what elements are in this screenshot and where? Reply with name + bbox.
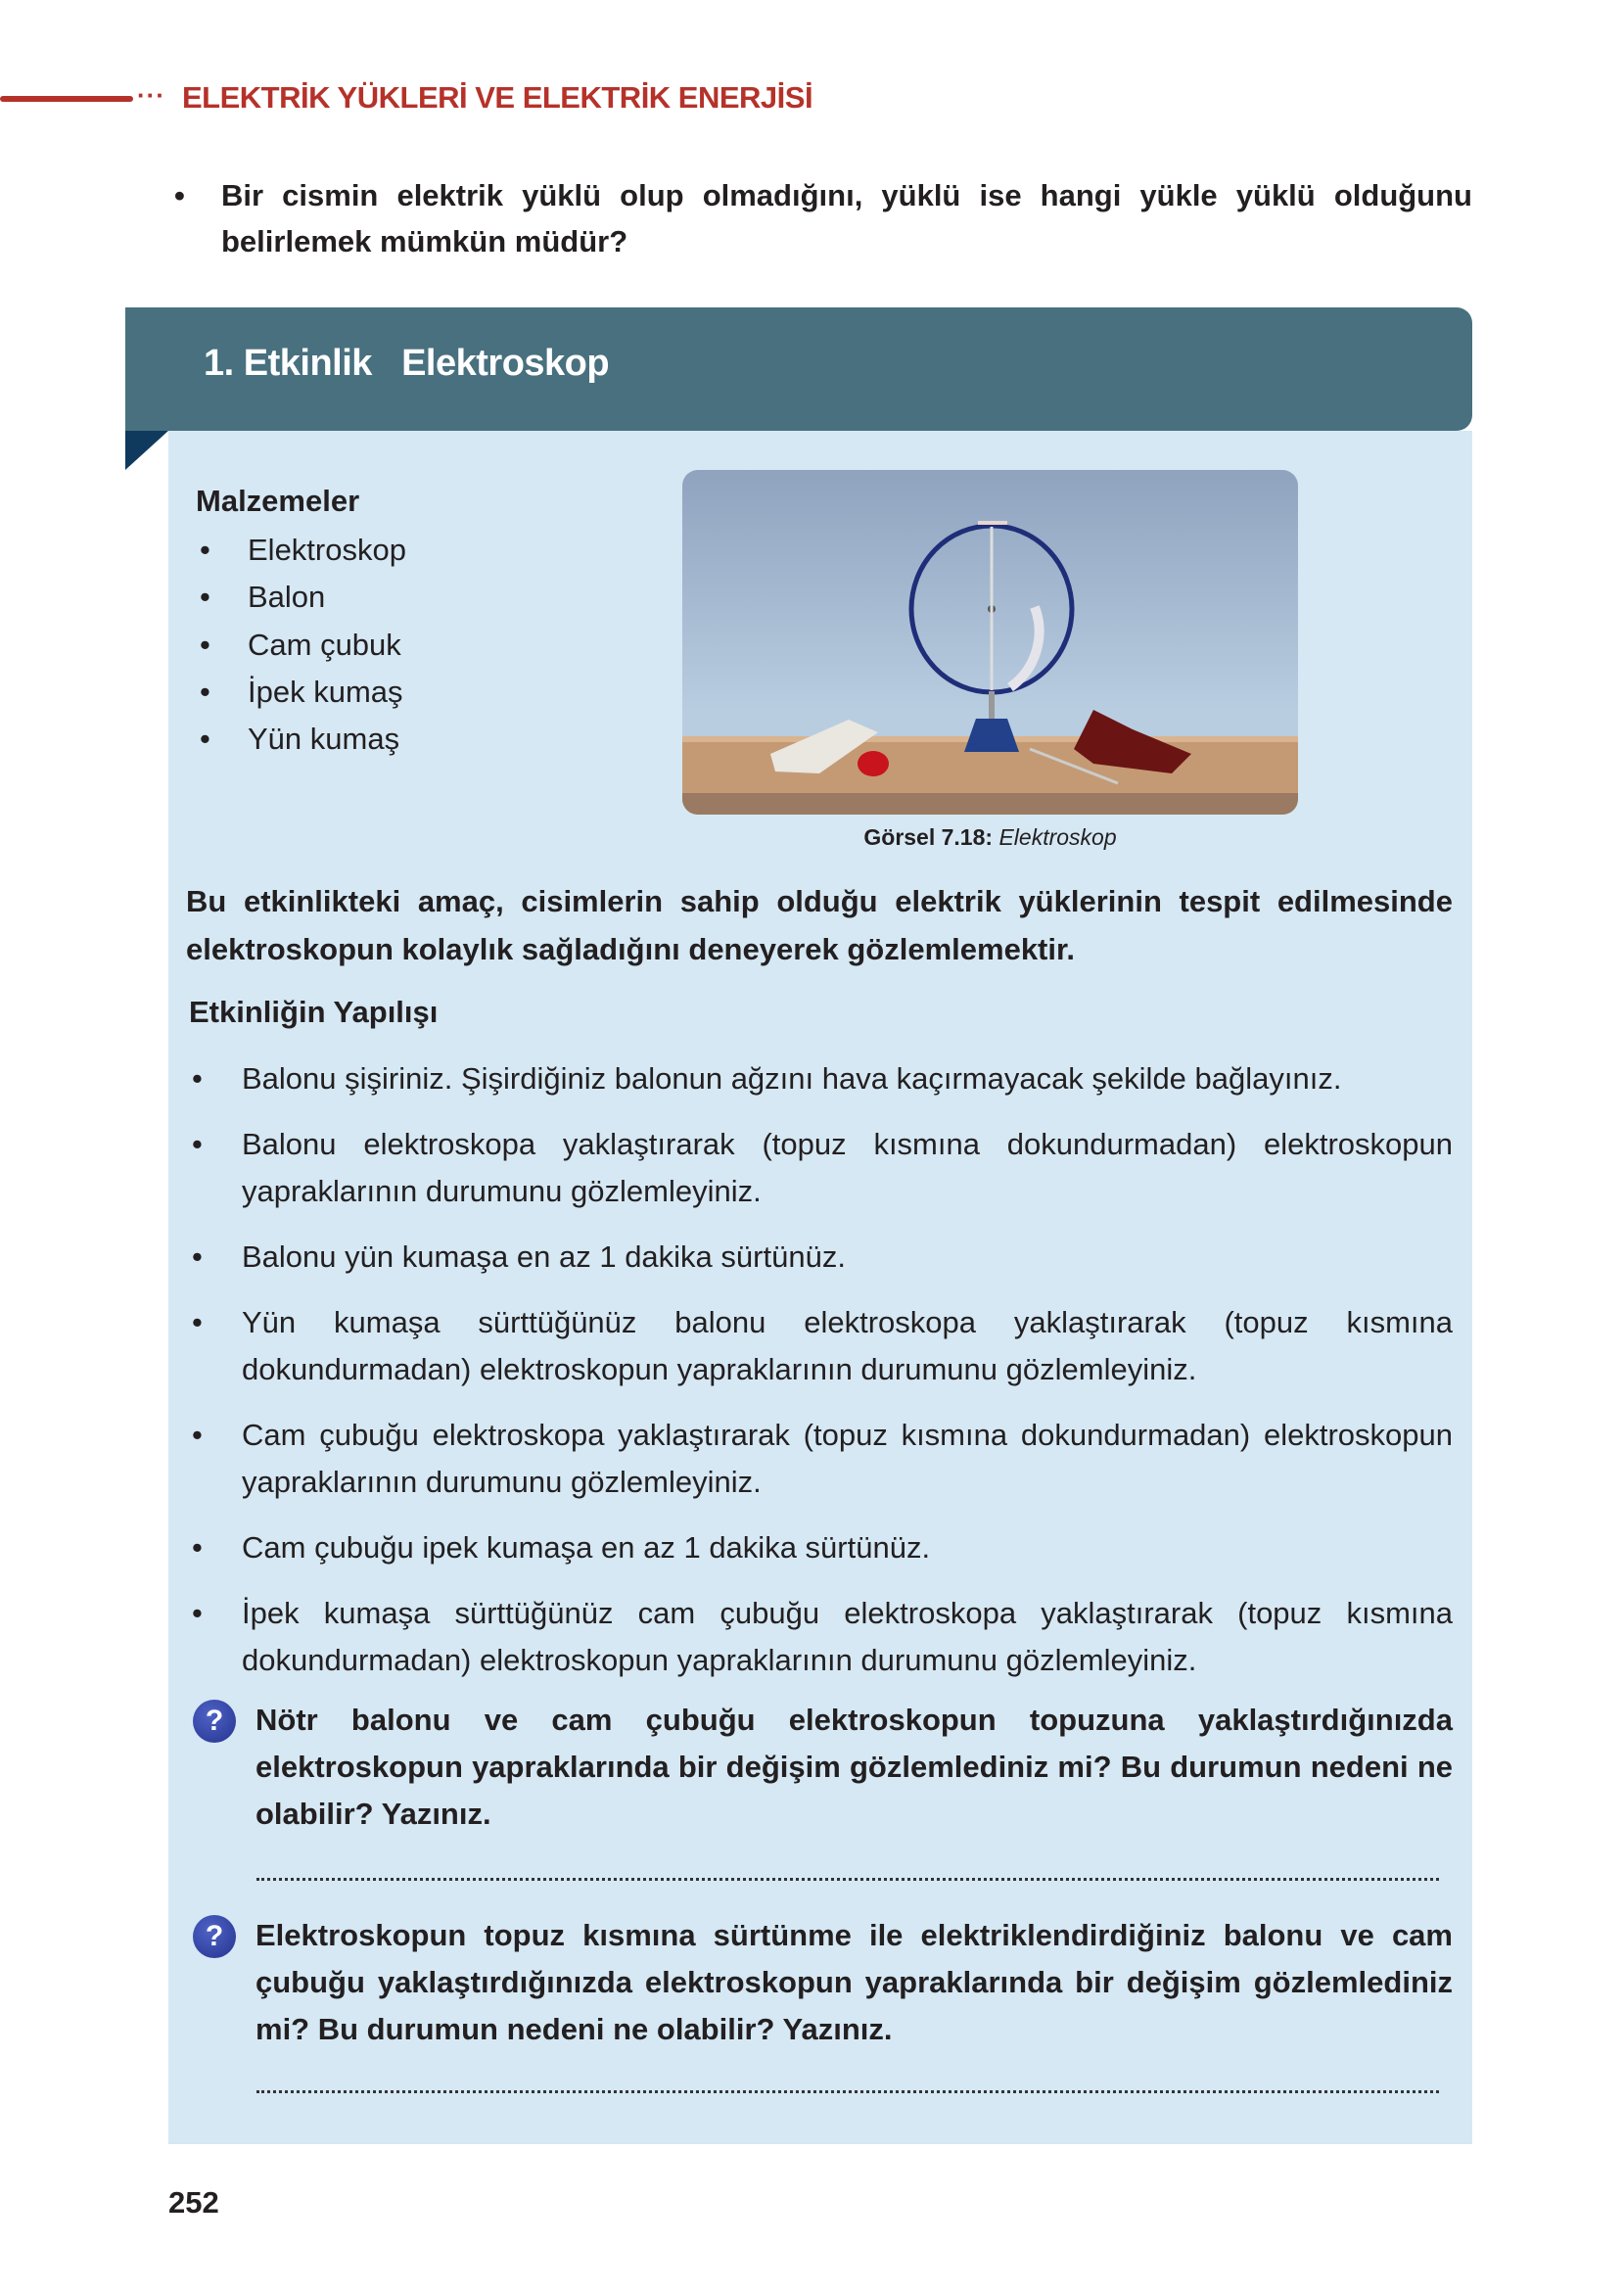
steps-list bbox=[192, 1055, 1453, 1703]
question-1 bbox=[193, 1697, 1453, 1838]
step-item: • Balonu şişiriniz. Şişirdiğiniz balonun ağzını hava kaçırmayacak şekilde bağlayınız. bbox=[192, 1061, 1342, 1096]
header-fold bbox=[125, 431, 168, 470]
electroscope-base bbox=[964, 719, 1019, 752]
answer-line-1[interactable] bbox=[256, 1878, 1439, 1881]
step-item: • İpek kumaşa sürttüğünüz cam çubuğu elektroskopa yaklaştırarak (topuz kısmına dokundurmadan) elektroskopun yapraklarının durumunu gözlemleyiniz. bbox=[192, 1596, 1453, 1677]
material-item: • Yün kumaş bbox=[200, 722, 400, 757]
question-text: Elektroskopun topuz kısmına sürtünme ile elektriklendirdiğiniz balonu ve cam çubuğu yaklaştırdığınızda elektroskopun yapraklarında bir değişim gözlemlediniz mi? Bu durumun nedeni ne olabilir? Yazınız. bbox=[255, 1918, 1453, 2046]
step-item: • Yün kumaşa sürttüğünüz balonu elektroskopa yaklaştırarak (topuz kısmına dokundurmadan) elektroskopun yapraklarının durumunu gözlemleyiniz. bbox=[192, 1305, 1453, 1386]
question-2 bbox=[193, 1912, 1453, 2053]
electroscope-photo bbox=[682, 470, 1298, 815]
header-rule bbox=[0, 96, 133, 102]
intro-question bbox=[174, 172, 1472, 264]
step-item: • Balonu yün kumaşa en az 1 dakika sürtünüz. bbox=[192, 1239, 846, 1274]
figure-caption: Görsel 7.18: Elektroskop bbox=[863, 824, 1117, 850]
activity-title: 1. Etkinlik Elektroskop bbox=[204, 343, 610, 384]
balloon bbox=[858, 751, 889, 776]
material-item: • İpek kumaş bbox=[200, 674, 403, 709]
materials-heading: Malzemeler bbox=[196, 484, 360, 518]
answer-line-2[interactable] bbox=[256, 2090, 1439, 2093]
material-item: • Cam çubuk bbox=[200, 627, 401, 662]
step-item: • Balonu elektroskopa yaklaştırarak (topuz kısmına dokundurmadan) elektroskopun yapraklarının durumunu gözlemleyiniz. bbox=[192, 1127, 1453, 1208]
materials-list bbox=[196, 527, 406, 763]
intro-question-text: Bir cismin elektrik yüklü olup olmadığını, yüklü ise hangi yükle yüklü olduğunu belirlemek mümkün müdür? bbox=[221, 178, 1472, 258]
activity-aim: Bu etkinlikteki amaç, cisimlerin sahip olduğu elektrik yüklerinin tespit edilmesinde elektroskopun kolaylık sağladığını deneyerek gözlemlemektir. bbox=[186, 884, 1453, 966]
question-mark-icon: ? bbox=[193, 1700, 236, 1743]
question-mark-icon: ? bbox=[193, 1915, 236, 1958]
step-item: • Cam çubuğu elektroskopa yaklaştırarak (topuz kısmına dokundurmadan) elektroskopun yapraklarının durumunu gözlemleyiniz. bbox=[192, 1418, 1453, 1499]
bullet: • bbox=[174, 178, 185, 212]
question-text: Nötr balonu ve cam çubuğu elektroskopun topuzuna yaklaştırdığınızda elektroskopun yapraklarında bir değişim gözlemlediniz mi? Bu durumun nedeni ne olabilir? Yazınız. bbox=[255, 1703, 1453, 1831]
page-number: 252 bbox=[168, 2185, 219, 2220]
chapter-title: ELEKTRİK YÜKLERİ VE ELEKTRİK ENERJİSİ bbox=[182, 80, 813, 115]
header-dots: ··· bbox=[137, 80, 165, 110]
step-item: • Cam çubuğu ipek kumaşa en az 1 dakika sürtünüz. bbox=[192, 1530, 931, 1565]
material-item: • Balon bbox=[200, 580, 326, 615]
steps-heading: Etkinliğin Yapılışı bbox=[189, 995, 439, 1029]
material-item: • Elektroskop bbox=[200, 533, 406, 567]
